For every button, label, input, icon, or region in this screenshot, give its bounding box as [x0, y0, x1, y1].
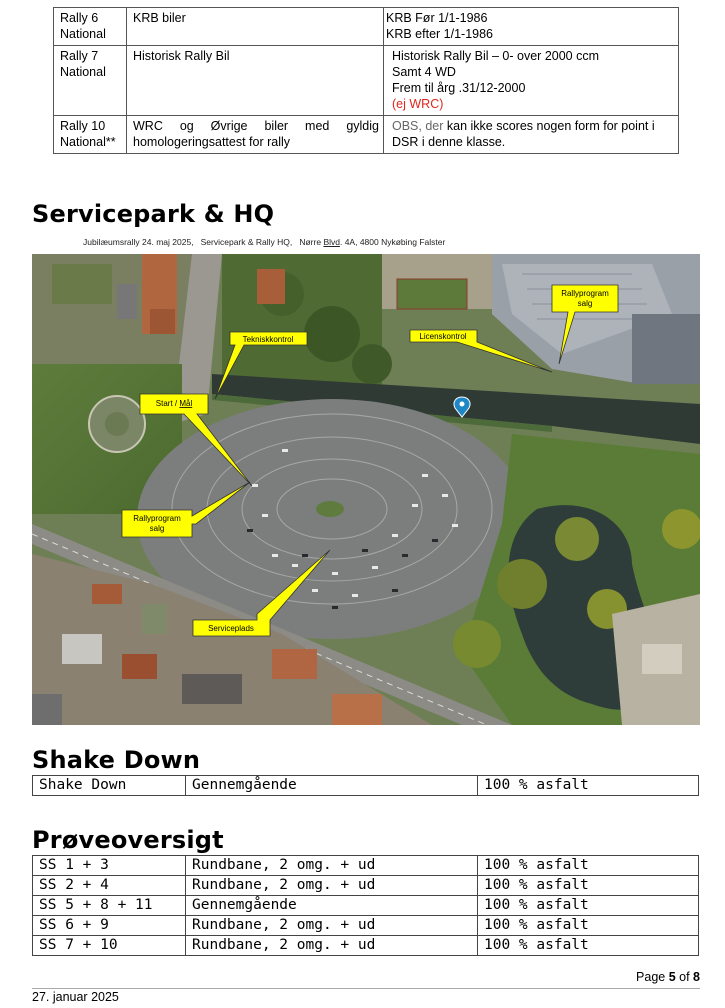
class-table — [53, 7, 679, 154]
table-row — [33, 936, 699, 956]
table-row — [54, 116, 679, 154]
description-cell: KRB Før 1/1-1986 KRB efter 1/1-1986 — [384, 8, 679, 46]
car-type-cell: WRC og Øvrige biler med gyldig homologeringsattest for rally — [127, 116, 384, 154]
callout-start-label: Start / Mål — [155, 399, 193, 408]
stage-cell: SS 1 + 3 — [33, 856, 186, 876]
table-row — [33, 876, 699, 896]
route-cell: Rundbane, 2 omg. + ud — [186, 936, 478, 956]
stage-cell: SS 5 + 8 + 11 — [33, 896, 186, 916]
oversigt-heading: Prøveoversigt — [32, 826, 224, 854]
footer-divider — [32, 988, 700, 989]
stage-cell: SS 6 + 9 — [33, 916, 186, 936]
table-row — [33, 896, 699, 916]
servicepark-heading: Servicepark & HQ — [32, 200, 275, 228]
class-cell: Rally 6 National — [54, 8, 127, 46]
route-cell: Rundbane, 2 omg. + ud — [186, 856, 478, 876]
aerial-photo — [32, 254, 700, 725]
shakedown-heading: Shake Down — [32, 746, 201, 774]
table-row — [33, 776, 699, 796]
description-cell: Historisk Rally Bil – 0- over 2000 ccm Samt 4 WD Frem til årg .31/12-2000 (ej WRC) — [384, 46, 679, 116]
callout-rallyprogram-left-line1: Rallyprogram — [133, 514, 181, 523]
callout-serviceplads-label: Serviceplads — [208, 624, 254, 633]
shakedown-table — [32, 775, 699, 796]
table-row — [33, 916, 699, 936]
route-cell: Rundbane, 2 omg. + ud — [186, 876, 478, 896]
route-cell: Gennemgående — [186, 776, 478, 796]
table-row — [33, 856, 699, 876]
oversigt-table — [32, 855, 699, 956]
surface-cell: 100 % asfalt — [478, 776, 699, 796]
callout-licenskontrol-label: Licenskontrol — [419, 332, 467, 341]
map-caption: Jubilæumsrally 24. maj 2025, Servicepark & Rally HQ, Nørre Blvd. 4A, 4800 Nykøbing Falster — [83, 237, 446, 247]
class-cell: Rally 10 National** — [54, 116, 127, 154]
aerial-map — [32, 254, 700, 725]
stage-cell: SS 7 + 10 — [33, 936, 186, 956]
car-type-cell: Historisk Rally Bil — [127, 46, 384, 116]
surface-cell: 100 % asfalt — [478, 896, 699, 916]
callout-rallyprogram-top-line2: salg — [577, 299, 593, 308]
wrc-note: (ej WRC) — [392, 97, 444, 111]
page-number: Page 5 of 8 — [636, 970, 700, 984]
callout-rallyprogram-top-line1: Rallyprogram — [561, 289, 609, 298]
description-cell: OBS, der kan ikke scores nogen form for point i DSR i denne klasse. — [384, 116, 679, 154]
route-cell: Rundbane, 2 omg. + ud — [186, 916, 478, 936]
callout-rallyprogram-left-line2: salg — [149, 524, 165, 533]
surface-cell: 100 % asfalt — [478, 916, 699, 936]
footer-date: 27. januar 2025 — [32, 990, 119, 1004]
table-row — [54, 46, 679, 116]
stage-cell: SS 2 + 4 — [33, 876, 186, 896]
class-cell: Rally 7 National — [54, 46, 127, 116]
surface-cell: 100 % asfalt — [478, 856, 699, 876]
car-type-cell: KRB biler — [127, 8, 384, 46]
stage-cell: Shake Down — [33, 776, 186, 796]
table-row — [54, 8, 679, 46]
callout-tekniskkontrol-label: Tekniskkontrol — [242, 335, 294, 344]
surface-cell: 100 % asfalt — [478, 876, 699, 896]
surface-cell: 100 % asfalt — [478, 936, 699, 956]
route-cell: Gennemgående — [186, 896, 478, 916]
